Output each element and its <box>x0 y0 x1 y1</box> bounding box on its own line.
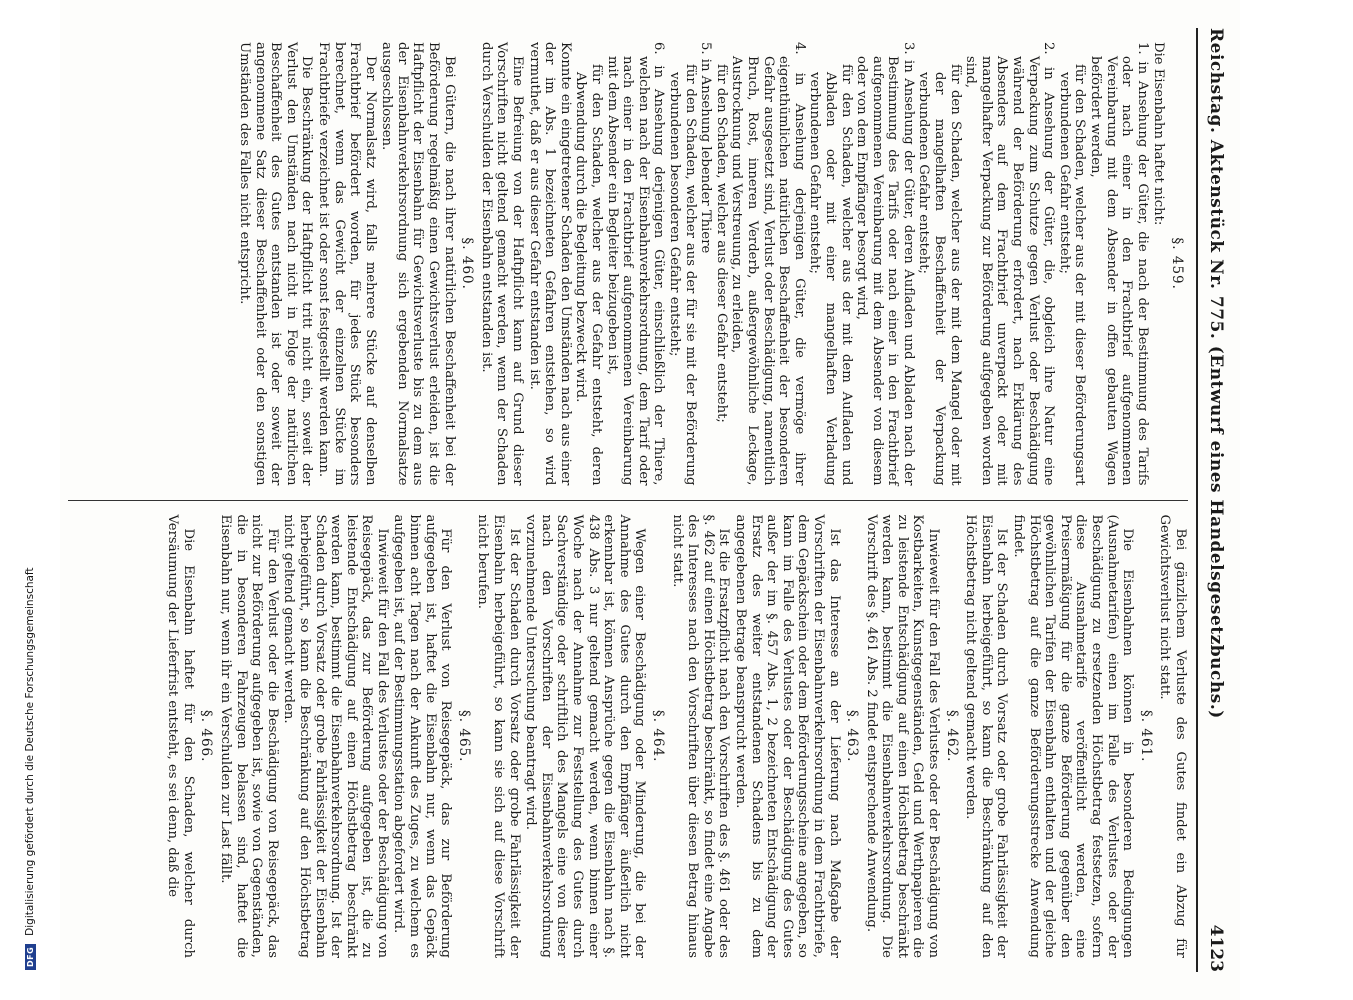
section-heading-466: §. 466. <box>198 710 215 763</box>
list-item: 1. in Ansehung der Güter, die nach der Bestimmung des Tarifs oder nach einer in den Frachtbrief aufgenommenen Vereinbarung mit dem Absender in offen gebauten Wagen befördert werden, <box>1088 42 1150 486</box>
paragraph: Inwieweit für den Fall des Verlustes oder der Beschädigung von Kostbarkeiten, Kunstgegenständen, Geld und Werthpapieren die zu leistende Entschädigung auf einen Höchstbetrag beschränkt werden kann, bestimmt die Eisenbahnverkehrsordnung. Die Vorschrift des §. 461 Abs. 2 findet entsprechende Anwendung. <box>863 514 942 958</box>
list-item: 3. in Ansehung der Güter, deren Aufladen und Abladen nach der Bestimmung des Tarifs oder nach einer in den Frachtbrief aufgenommenen Vereinbarung mit dem Absender von diesem oder von dem Empfänger besorgt wird, <box>854 42 916 486</box>
page-header <box>1196 28 1234 972</box>
paragraph: Ist das Interesse an der Lieferung nach Maßgabe der Vorschriften der Eisenbahnverkehrsordnung in dem Frachtbriefe, dem Gepäckschein oder dem Beförderungsscheine angegeben, so kann im Falle des Verlustes oder der Beschädigung des Gutes außer der im §. 457 Abs. 1, 2 bezeichneten Entschädigung der Ersatz des weiter entstandenen Schadens bis zu dem angegebenen Betrage beansprucht werden. <box>732 514 842 958</box>
right-column <box>68 500 1188 973</box>
section-heading-464: §. 464. <box>650 710 666 763</box>
credit-text: Digitalisierung gefördert durch die Deutsche Forschungsgemeinschaft <box>24 567 36 936</box>
paragraph: Die Eisenbahnen können in besonderen Bedingungen (Ausnahmetarifen) einen im Falle des Verlustes oder der Beschädigung zu ersetzenden Höchstbetrag festsetzen, sofern diese Ausnahmetarife veröffentlicht werden, eine Preisermäßigung für die ganze Beförderung gegenüber den gewöhnlichen Tarifen der Eisenbahn enthalten und der gleiche Höchstbetrag auf die ganze Beförderungsstrecke Anwendung findet. <box>1011 514 1136 958</box>
paragraph: Ist der Schaden durch Vorsatz oder grobe Fahrlässigkeit der Eisenbahn herbeigeführt, so kann die Beschränkung auf den Höchstbetrag nicht geltend gemacht werden. <box>963 514 1010 958</box>
document-page <box>60 0 1240 1000</box>
section-heading-461: §. 461. <box>1137 710 1154 763</box>
funding-credit <box>22 0 38 1000</box>
page-title: Reichstag. Aktenstück Nr. 775. (Entwurf eines Handelsgesetzbuchs.) <box>1206 28 1226 719</box>
left-column <box>68 28 1188 500</box>
section-heading-459: §. 459. <box>1169 237 1185 290</box>
paragraph: Für den Verlust von Reisegepäck, das zur Beförderung aufgegeben ist, haftet die Eisenbahn nur, wenn das Gepäck binnen acht Tagen nach der Ankunft des Zuges, zu welchem es aufgegeben ist, auf der Bestimmungsstation abgefordert wird. <box>391 514 454 958</box>
paragraph: Ist der Schaden durch Vorsatz oder grobe Fahrlässigkeit der Eisenbahn herbeigeführt, so kann sie sich auf diese Vorschrift nicht berufen. <box>475 514 522 958</box>
list-subitem: für den Schaden, welcher aus der für sie mit der Beförderung verbundenen besonderen Gefahr entsteht; <box>667 64 698 486</box>
paragraph: Eine Befreiung von der Haftpflicht kann auf Grund dieser Vorschriften nicht geltend gemacht werden, wenn der Schaden durch Verschulden der Eisenbahn entstanden ist. <box>478 42 526 486</box>
page-number: 4123 <box>1206 924 1226 972</box>
paragraph: Ist die Ersatzpflicht nach den Vorschriften des §. 461 oder des §. 462 auf einen Höchstbetrag beschränkt, so findet eine Angabe des Interesses nach den Vorschriften über diesen Betrag hinaus nicht statt. <box>669 514 732 958</box>
paragraph: Wegen einer Beschädigung oder Minderung, die bei der Annahme des Gutes durch den Empfänger äußerlich nicht erkennbar ist, können Ansprüche gegen die Eisenbahn nach §. 438 Abs. 3 nur geltend gemacht werden, wenn binnen einer Woche nach der Annahme zur Feststellung des Gutes durch Sachverständige oder schriftlich des Mangels eine von dieser nach den Vorschriften der Eisenbahnverkehrsordnung vorzunehmende Untersuchung beantragt wird. <box>523 514 648 958</box>
paragraph: Die Eisenbahn haftet nicht: <box>1151 42 1167 226</box>
text-columns <box>68 28 1188 972</box>
list-subitem: für den Schaden, welcher aus der Gefahr entsteht, deren Abwendung durch die Begleitung bezweckt wird. <box>573 64 605 486</box>
paragraph: Inwieweit für den Fall des Verlustes oder der Beschädigung von Reisegepäck, das zur Beförderung aufgegeben ist, die zu leistende Entschädigung auf einen Höchstbetrag beschränkt werden kann, bestimmt die Eisenbahnverkehrsordnung. Ist der Schaden durch Vorsatz oder grobe Fahrlässigkeit der Eisenbahn herbeigeführt, so kann die Beschränkung auf den Höchstbetrag nicht geltend gemacht werden. <box>281 514 390 958</box>
section-heading-460: §. 460. <box>459 237 476 290</box>
list-subitem: für den Schaden, welcher aus der mit dem Mangel oder mit der mangelhaften Beschaffenheit der Verpackung verbundenen Gefahr entsteht; <box>916 64 963 486</box>
list-subitem: für den Schaden, welcher aus der mit dieser Beförderungsart verbundenen Gefahr entsteht; <box>1056 64 1088 486</box>
side-footer <box>0 0 60 1000</box>
paragraph: Die Eisenbahn haftet für den Schaden, welcher durch Versäumung der Lieferfrist entsteht, es sei denn, daß die <box>165 514 196 958</box>
section-heading-465: §. 465. <box>455 710 472 763</box>
list-subitem: für den Schaden, welcher aus der mit dem Aufladen und Abladen oder mit einer mangelhaften Verladung verbundenen Gefahr entsteht; <box>807 64 854 486</box>
paragraph: Die Beschränkung der Haftpflicht tritt nicht ein, soweit der Verlust den Umständen nach nicht in Folge der natürlichen Beschaffenheit des Gutes entstanden ist oder soweit der angenommene Satz dieser Beschaffenheit oder den sonstigen Umständen des Falles nicht entspricht. <box>236 42 315 486</box>
list-item: 4. in Ansehung derjenigen Güter, die vermöge ihrer eigenthümlichen natürlichen Beschaffenheit der besonderen Gefahr ausgesetzt sind, Verlust oder Beschädigung, namentlich Bruch, Rost, inneren Verderb, außergewöhnliche Leckage, Austrocknung und Verstreuung, zu erleiden, <box>729 42 807 486</box>
paragraph: Bei Gütern, die nach ihrer natürlichen Beschaffenheit bei der Beförderung regelmäßig einen Gewichtsverlust erleiden, ist die Haftpflicht der Eisenbahn für Gewichtsverluste bis zu dem aus der Eisenbahnverkehrsordnung sich ergebenden Normalsatze ausgeschlossen. <box>379 42 457 486</box>
list-subitem: für den Schaden, welcher aus dieser Gefahr entsteht; <box>713 64 729 423</box>
list-item: 5. in Ansehung lebender Thiere <box>698 42 714 254</box>
paragraph: Bei gänzlichem Verluste des Gutes findet ein Abzug für Gewichtsverlust nicht statt. <box>1157 514 1188 958</box>
list-item: 2. in Ansehung der Güter, die, obgleich ihre Natur eine Verpackung zum Schutze gegen Verlust oder Beschädigung während der Beförderung erfordert, nach Erklärung des Absenders auf dem Frachtbrief unverpackt oder mit mangelhafter Verpackung zur Beförderung aufgegeben worden sind, <box>963 42 1057 486</box>
dfg-logo: DFG <box>25 944 36 970</box>
list-item: 6. in Ansehung derjenigen Güter, einschließlich der Thiere, welchen nach der Eisenbahnverkehrsordnung, dem Tarif oder nach einer in den Frachtbrief aufgenommenen Vereinbarung mit dem Absender ein Begleiter beizugeben ist, <box>604 42 667 486</box>
section-heading-462: §. 462. <box>943 710 960 763</box>
paragraph: Konnte ein eingetretener Schaden den Umständen nach aus einer der im Abs. 1 bezeichneten Gefahren entstehen, so wird vermuthet, daß er aus dieser Gefahr entstanden ist. <box>526 42 573 486</box>
paragraph: Für den Verlust oder die Beschädigung von Reisegepäck, das nicht zur Beförderung aufgegeben ist, sowie von Gegenständen, die in besonderen Fahrzeugen belassen sind, haftet die Eisenbahn nur, wenn ihr ein Verschulden zur Last fällt. <box>217 514 280 958</box>
section-heading-463: §. 463. <box>844 710 861 763</box>
paragraph: Der Normalsatz wird, falls mehrere Stücke auf denselben Frachtbrief befördert worden, für jedes Stück besonders berechnet, wenn das Gewicht der einzelnen Stücke im Frachtbriefe verzeichnet ist oder sonst festgestellt werden kann. <box>315 42 378 486</box>
